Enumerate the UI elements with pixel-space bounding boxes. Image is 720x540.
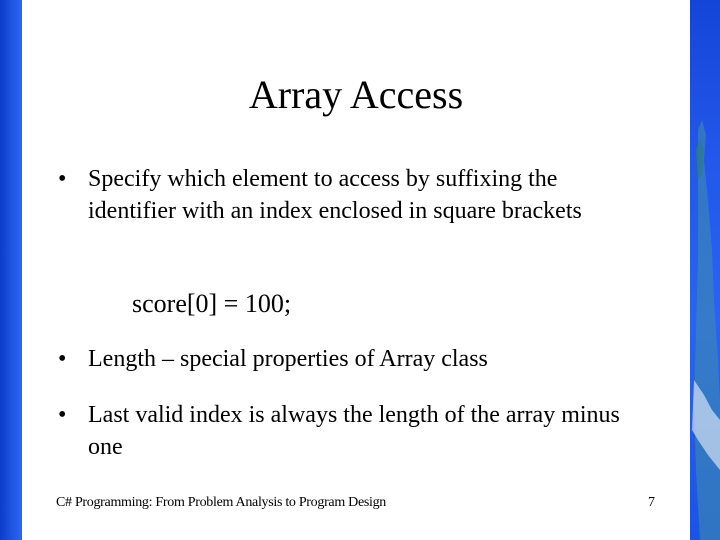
bullet-text: Last valid index is always the length of the array minus one xyxy=(88,402,620,460)
bullet-item-1 xyxy=(58,163,648,227)
code-example: score[0] = 100; xyxy=(132,289,292,318)
slide-title: Array Access xyxy=(248,72,464,117)
bullet-text: Length – special properties of Array class xyxy=(88,346,488,372)
left-blue-edge xyxy=(0,0,22,540)
bullet-marker: • xyxy=(58,402,67,428)
bullet-item-3 xyxy=(58,399,648,463)
bullet-marker: • xyxy=(58,166,67,192)
bullet-text: Specify which element to access by suffixing the identifier with an index enclosed in square brackets xyxy=(88,166,582,224)
slide-canvas xyxy=(22,0,690,540)
building-photo-fragment xyxy=(690,0,720,540)
right-background-image xyxy=(690,0,720,540)
bullet-item-2 xyxy=(58,343,648,375)
slide-footer: C# Programming: From Problem Analysis to Program Design xyxy=(56,495,386,510)
page-number: 7 xyxy=(648,495,655,510)
bullet-marker: • xyxy=(58,346,67,372)
